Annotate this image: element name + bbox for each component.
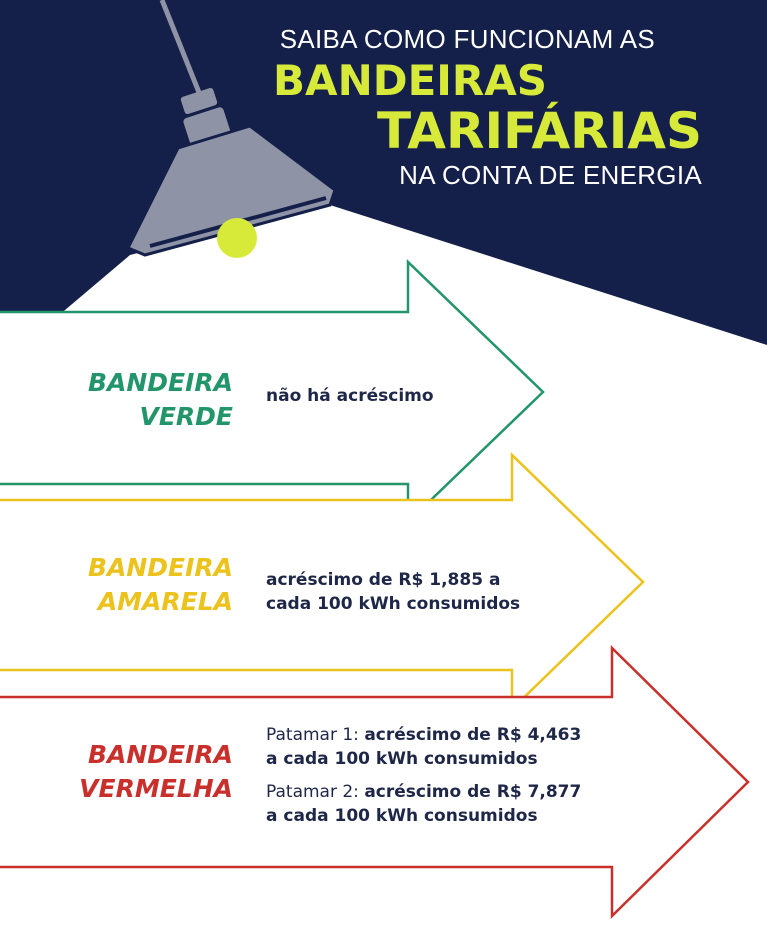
flag-vermelha-title-line2: VERMELHA [79,774,233,803]
flag-verde-description [266,384,434,408]
header-line-4: NA CONTA DE ENERGIA [399,160,702,190]
patamar-1-line2: a cada 100 kWh consumidos [266,749,538,769]
lightbulb-icon [217,218,257,258]
flag-amarela-title [88,551,233,619]
patamar-2 [266,780,581,804]
flag-vermelha-title-line1: BANDEIRA [87,740,233,769]
flag-vermelha-description [266,723,581,828]
patamar-2-line2: a cada 100 kWh consumidos [266,806,538,826]
flag-verde-title-line1: BANDEIRA [87,368,233,397]
flag-verde-text: não há acréscimo [266,386,434,406]
flag-verde-title [88,366,233,434]
header-line-2: BANDEIRAS [273,56,547,105]
header-line-1: SAIBA COMO FUNCIONAM AS [279,24,655,54]
flag-verde-title-line2: VERDE [139,402,233,431]
patamar-2-label: Patamar 2: [266,782,365,802]
patamar-1 [266,723,581,747]
flag-amarela-title-line1: BANDEIRA [87,553,233,582]
patamar-2-value: acréscimo de R$ 7,877 [364,782,582,802]
flag-amarela-description [266,568,520,616]
patamar-1-label: Patamar 1: [266,725,365,745]
flag-amarela-text-line1: acréscimo de R$ 1,885 a [266,570,501,590]
patamar-1-value: acréscimo de R$ 4,463 [364,725,582,745]
flag-vermelha-title [79,738,233,806]
flag-amarela-text-line2: cada 100 kWh consumidos [266,594,521,614]
header-line-3: TARIFÁRIAS [377,102,702,160]
flag-amarela-title-line2: AMARELA [97,587,233,616]
